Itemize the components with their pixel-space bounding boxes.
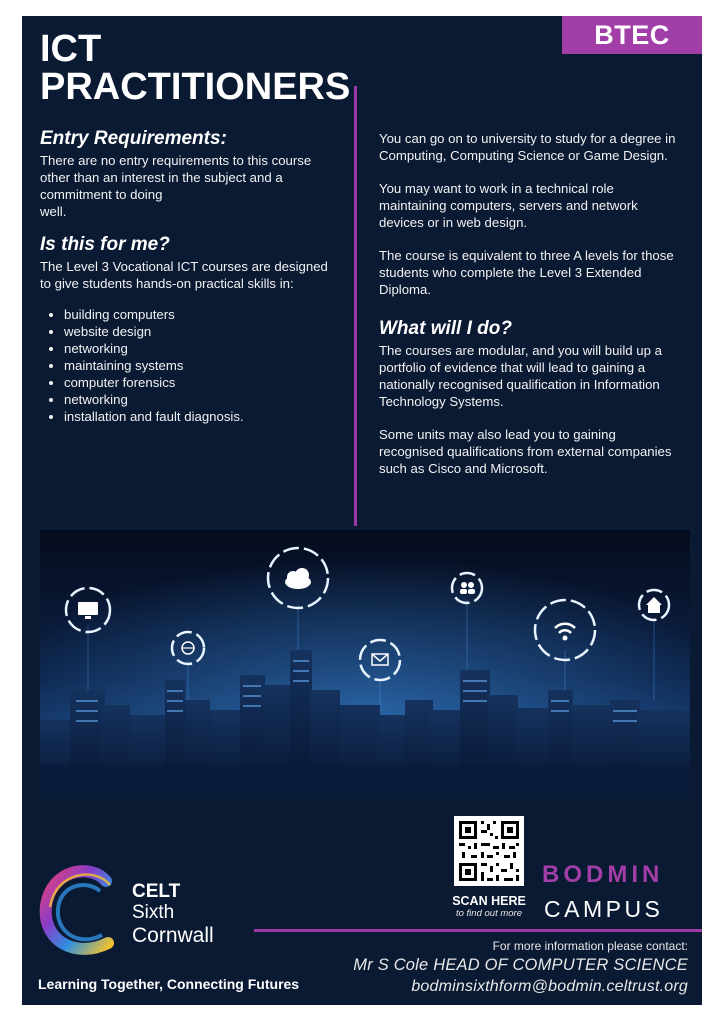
brand-line-1: CELT bbox=[132, 881, 181, 902]
campus-label: CAMPUS bbox=[544, 896, 664, 922]
qr-code-graphic bbox=[454, 816, 524, 886]
scan-label: SCAN HERE bbox=[452, 894, 526, 908]
entry-requirements-heading: Entry Requirements: bbox=[40, 128, 227, 149]
list-item: • networking bbox=[64, 340, 340, 357]
skills-list bbox=[40, 306, 340, 425]
btec-badge: BTEC bbox=[562, 16, 702, 54]
celt-logo-mark bbox=[36, 861, 126, 961]
celt-brand bbox=[132, 882, 214, 948]
contact-intro: For more information please contact: bbox=[492, 939, 688, 953]
right-column bbox=[379, 128, 679, 477]
title-line-1: ICT bbox=[40, 28, 102, 70]
brand-line-3: Cornwall bbox=[132, 924, 214, 947]
list-item: • website design bbox=[64, 323, 340, 340]
list-item: • maintaining systems bbox=[64, 357, 340, 374]
tagline: Learning Together, Connecting Futures bbox=[38, 976, 300, 992]
is-this-for-me-text: The Level 3 Vocational ICT courses are designed to give students hands-on practical skills in: bbox=[40, 259, 328, 291]
list-item: • building computers bbox=[64, 306, 340, 323]
smart-city-image bbox=[40, 530, 690, 798]
a-levels-paragraph: The course is equivalent to three A levels for those students who complete the Level 3 Extended Diploma. bbox=[379, 248, 674, 297]
entry-text-main: There are no entry requirements to this course other than an interest in the subject and a commitment to doing bbox=[40, 153, 312, 202]
list-item: • computer forensics bbox=[64, 374, 340, 391]
is-this-for-me-heading: Is this for me? bbox=[40, 234, 170, 255]
scan-caption bbox=[434, 894, 544, 920]
list-item: • networking bbox=[64, 391, 340, 408]
column-divider bbox=[354, 86, 357, 526]
entry-requirements-text bbox=[40, 152, 340, 220]
modular-paragraph: The courses are modular, and you will build up a portfolio of evidence that will lead to gaining a nationally recognised qualification in Information Technology Systems. bbox=[379, 343, 662, 409]
qualifications-paragraph: Some units may also lead you to gaining recognised qualifications from external companies such as Cisco and Microsoft. bbox=[379, 427, 672, 476]
technical-role-paragraph: You may want to work in a technical role maintaining computers, servers and network devices or in web design. bbox=[379, 181, 638, 230]
university-paragraph: You can go on to university to study for a degree in Computing, Computing Science or Game Design. bbox=[379, 131, 676, 163]
campus-name: BODMIN bbox=[542, 861, 664, 888]
left-column bbox=[40, 128, 340, 425]
contact-email[interactable]: bodminsixthform@bodmin.celtrust.org bbox=[411, 978, 688, 995]
scan-sublabel: to find out more bbox=[455, 908, 522, 919]
flyer-page bbox=[22, 16, 702, 1005]
qr-code[interactable] bbox=[454, 816, 524, 886]
contact-block bbox=[353, 938, 688, 998]
list-item: • installation and fault diagnosis. bbox=[64, 408, 340, 425]
what-will-i-do-heading: What will I do? bbox=[379, 318, 512, 339]
celt-logo bbox=[36, 861, 126, 961]
entry-text-end: well. bbox=[40, 204, 67, 219]
contact-name: Mr S Cole HEAD OF COMPUTER SCIENCE bbox=[353, 956, 688, 974]
page-title bbox=[40, 30, 350, 106]
title-line-2: PRACTITIONERS bbox=[40, 66, 351, 108]
footer-rule bbox=[254, 929, 702, 932]
smart-city-illustration bbox=[40, 530, 690, 798]
brand-line-2: Sixth bbox=[132, 902, 175, 923]
